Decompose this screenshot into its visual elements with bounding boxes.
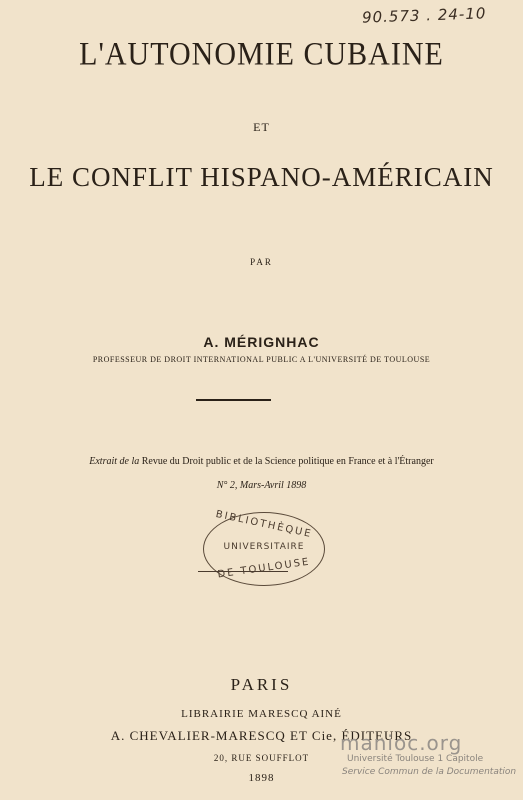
publication-city: PARIS xyxy=(230,675,293,694)
stamp-underline xyxy=(198,571,288,572)
manioc-watermark-logo: manioc.org xyxy=(340,731,463,755)
divider-rule xyxy=(196,399,271,401)
publication-year: 1898 xyxy=(248,772,275,784)
library-name: LIBRAIRIE MARESCQ AINÉ xyxy=(181,708,342,720)
extract-text: Revue du Droit public et de la Science politique en France et à l'Étranger xyxy=(141,456,434,467)
issue-line: N° 2, Mars-Avril 1898 xyxy=(216,480,307,491)
extract-prefix: Extrait de la xyxy=(89,456,140,467)
publishers: A. CHEVALIER-MARESCQ ET Cie, ÉDITEURS xyxy=(110,728,413,743)
book-subtitle: LE CONFLIT HISPANO-AMÉRICAIN xyxy=(29,162,494,192)
stamp-top-text: BIBLIOTHÈQUE xyxy=(214,508,314,541)
handwritten-shelfmark: 90.573 . 24-10 xyxy=(361,4,487,27)
book-title: L'AUTONOMIE CUBAINE xyxy=(79,36,444,73)
stamp-bottom-text: DE TOULOUSE xyxy=(216,556,312,581)
author-name: A. MÉRIGNHAC xyxy=(203,334,320,350)
publisher-address: 20, RUE SOUFFLOT xyxy=(213,753,310,763)
author-role: PROFESSEUR DE DROIT INTERNATIONAL PUBLIC A L'UNIVERSITÉ DE TOULOUSE xyxy=(92,355,431,364)
watermark-line-1: Université Toulouse 1 Capitole xyxy=(347,754,484,764)
watermark-line-2: Service Commun de la Documentation xyxy=(342,767,517,777)
extract-line xyxy=(0,456,523,467)
title-conjunction: ET xyxy=(253,120,270,134)
stamp-middle-text: UNIVERSITAIRE xyxy=(223,542,305,552)
by-label: PAR xyxy=(250,257,273,267)
library-stamp xyxy=(203,508,325,586)
